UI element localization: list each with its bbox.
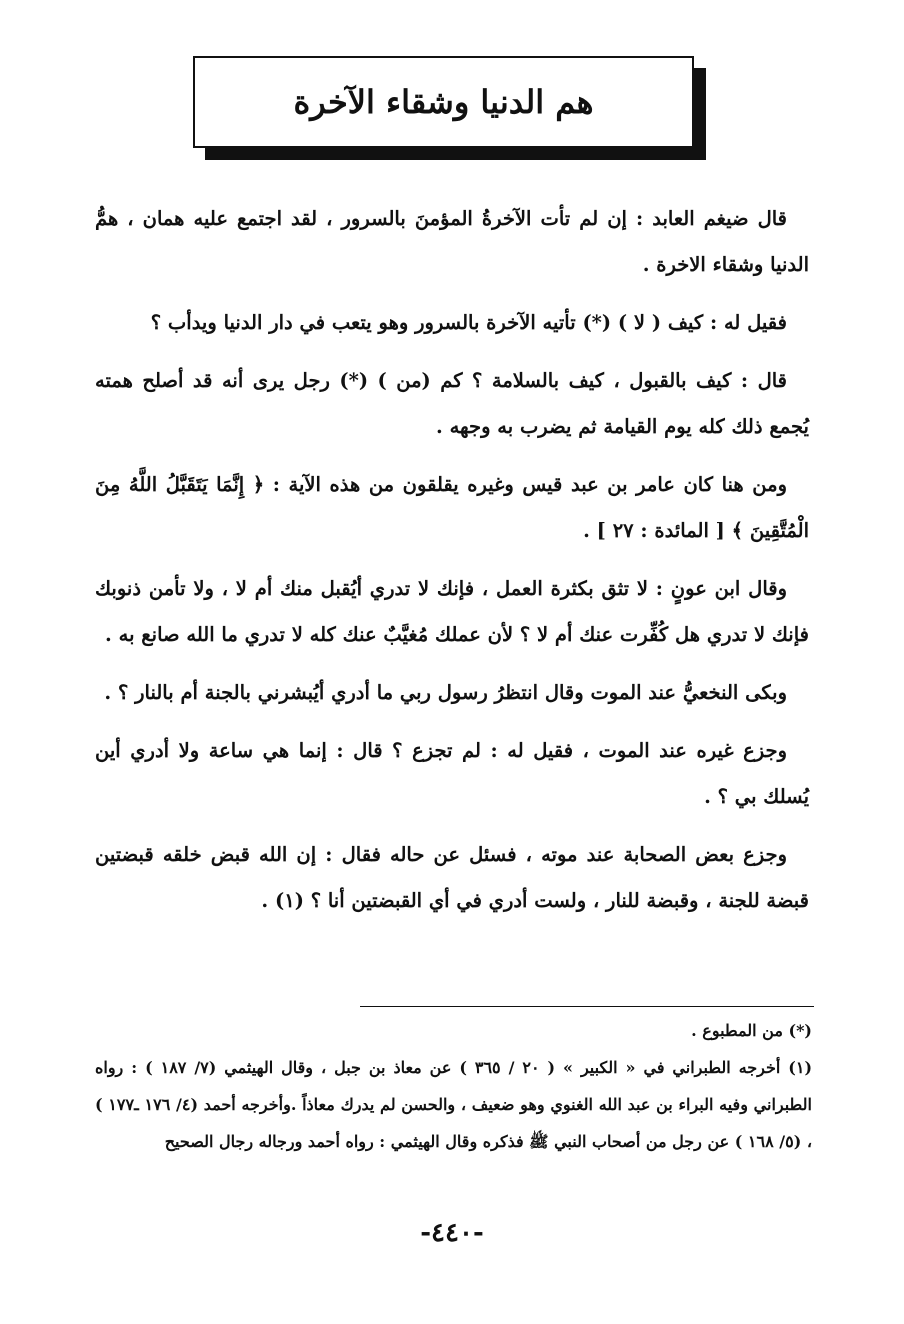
paragraph: وجزع غيره عند الموت ، فقيل له : لم تجزع ؟ قال : إنما هي ساعة ولا أدري أين يُسلك بي ؟ . [95, 739, 809, 808]
paragraph: قال : كيف بالقبول ، كيف بالسلامة ؟ كم (من ) (*) رجل يرى أنه قد أصلح همته يُجمع ذلك كله يوم القيامة ثم يضرب به وجهه . [95, 369, 809, 438]
footnote: (*) من المطبوع . [691, 1021, 812, 1040]
footnote: (١) أخرجه الطبراني في « الكبير » ( ٢٠ / ٣٦٥ ) عن معاذ بن جبل ، وقال الهيثمي (٧/ ١٨٧ ) : رواه الطبراني وفيه البراء بن عبد الله الغنوي وهو ضعيف ، والحسن لم يدرك معاذاً .وأخرجه أحمد (٤/ ١٧٦ ـ١٧٧ ) ، (٥/ ١٦٨ ) عن رجل من أصحاب النبي ﷺ فذكره وقال الهيثمي : رواه أحمد ورجاله رجال الصحيح [95, 1058, 813, 1151]
main-text [95, 196, 809, 936]
paragraph: وبكى النخعيُّ عند الموت وقال انتظرُ رسول ربي ما أدري أيُبشرني بالجنة أم بالنار ؟ . [104, 681, 787, 704]
paragraph: ومن هنا كان عامر بن عبد قيس وغيره يقلقون من هذه الآية : ﴿ إِنَّمَا يَتَقَبَّلُ اللَّهُ مِنَ الْمُتَّقِينَ ﴾ [ المائدة : ٢٧ ] . [95, 473, 809, 542]
page-title: هم الدنيا وشقاء الآخرة [293, 83, 594, 121]
paragraph: وقال ابن عونٍ : لا تثق بكثرة العمل ، فإنك لا تدري أيُقبل منك أم لا ، ولا تأمن ذنوبك فإنك لا تدري هل كُفِّرت عنك أم لا ؟ لأن عملك مُغيَّبٌ عنك كله لا تدري ما الله صانع به . [95, 577, 809, 646]
title-box [193, 56, 694, 148]
page-number: -٤٤٠- [420, 1218, 484, 1248]
footnote-divider [360, 1006, 814, 1007]
footnotes [95, 1012, 812, 1160]
paragraph: وجزع بعض الصحابة عند موته ، فسئل عن حاله فقال : إن الله قبض خلقه قبضتين قبضة للجنة ، وقبضة للنار ، ولست أدري في أي القبضتين أنا ؟ (١) . [95, 843, 809, 912]
paragraph: قال ضيغم العابد : إن لم تأت الآخرةُ المؤمنَ بالسرور ، لقد اجتمع عليه همان ، همُّ الدنيا وشقاء الاخرة . [95, 207, 809, 276]
paragraph: فقيل له : كيف ( لا ) (*) تأتيه الآخرة بالسرور وهو يتعب في دار الدنيا ويدأب ؟ [150, 311, 787, 334]
